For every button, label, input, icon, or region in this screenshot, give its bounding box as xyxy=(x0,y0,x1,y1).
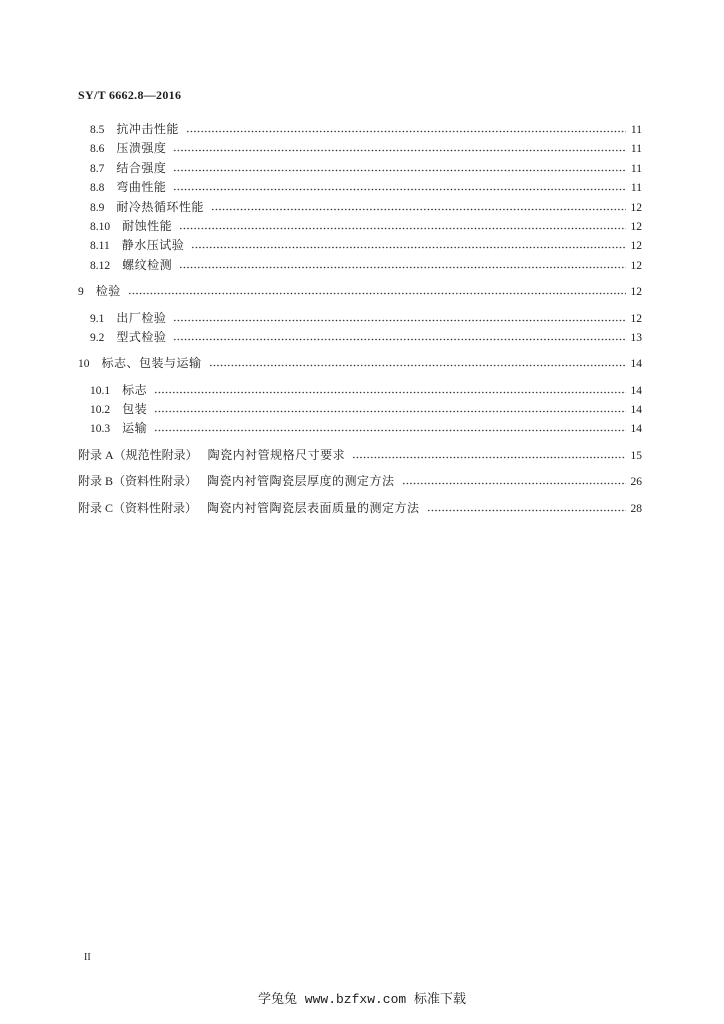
toc-entry-page: 13 xyxy=(630,331,642,344)
toc-entry-page: 14 xyxy=(630,404,642,417)
toc-entry-10-3 xyxy=(78,419,642,438)
toc-entry-number: 8.12 xyxy=(90,259,111,272)
toc-entry-number: 8.7 xyxy=(90,162,105,175)
toc-entry-8-9 xyxy=(78,198,642,217)
toc-entry-page: 12 xyxy=(630,201,642,214)
toc-appendix-label: 附录 B（资料性附录） xyxy=(78,474,198,489)
toc-entry-page: 11 xyxy=(630,143,642,156)
toc-entry-9 xyxy=(78,282,642,301)
toc-entry-10-2 xyxy=(78,400,642,419)
toc-entry-8-12 xyxy=(78,256,642,275)
toc-entry-number: 8.6 xyxy=(90,143,105,156)
toc-entry-8-11 xyxy=(78,236,642,255)
toc-entry-page: 12 xyxy=(630,240,642,253)
toc-entry-number: 8.8 xyxy=(90,182,105,195)
toc-entry-number: 9.1 xyxy=(90,312,105,325)
toc-entry-page: 11 xyxy=(630,182,642,195)
toc-entry-page: 11 xyxy=(630,162,642,175)
toc-entry-appendix-b xyxy=(78,472,642,491)
toc-entry-8-5 xyxy=(78,120,642,139)
toc-entry-title: 运输 xyxy=(122,421,148,436)
dot-leader xyxy=(402,472,626,491)
dot-leader xyxy=(154,400,626,419)
toc-entry-number: 10.3 xyxy=(90,423,111,436)
toc-entry-page: 14 xyxy=(630,423,642,436)
toc-entry-title: 陶瓷内衬管陶瓷层表面质量的测定方法 xyxy=(207,500,420,515)
dot-leader xyxy=(154,419,626,438)
toc-entry-number: 10 xyxy=(78,358,90,371)
toc-entry-number: 10.2 xyxy=(90,404,111,417)
toc-entry-page: 12 xyxy=(630,220,642,233)
toc-entry-title: 弯曲性能 xyxy=(116,180,167,195)
dot-leader xyxy=(186,120,626,139)
toc-entry-10 xyxy=(78,354,642,373)
toc-entry-page: 14 xyxy=(630,358,642,371)
toc-entry-page: 15 xyxy=(630,449,642,462)
toc-entry-title: 标志 xyxy=(122,382,148,397)
toc-entry-8-7 xyxy=(78,159,642,178)
toc-entry-page: 26 xyxy=(630,476,642,489)
toc-entry-title: 陶瓷内衬管陶瓷层厚度的测定方法 xyxy=(207,474,395,489)
source-watermark-footer: 学兔兔 www.bzfxw.com 标准下载 xyxy=(257,992,467,1007)
toc-entry-title: 出厂检验 xyxy=(116,310,167,325)
toc-entry-title: 检验 xyxy=(95,284,121,299)
toc-entry-9-2 xyxy=(78,328,642,347)
dot-leader xyxy=(173,309,626,328)
toc-entry-appendix-c xyxy=(78,499,642,518)
table-of-contents xyxy=(78,120,642,518)
toc-appendix-label: 附录 A（规范性附录） xyxy=(78,447,198,462)
dot-leader xyxy=(173,159,626,178)
toc-entry-number: 8.5 xyxy=(90,124,105,136)
toc-entry-title: 型式检验 xyxy=(116,329,167,344)
toc-entry-number: 8.11 xyxy=(90,240,110,253)
toc-entry-title: 标志、包装与运输 xyxy=(101,356,202,371)
toc-entry-8-8 xyxy=(78,178,642,197)
toc-entry-title: 结合强度 xyxy=(116,160,167,175)
toc-entry-number: 9 xyxy=(78,286,84,299)
dot-leader xyxy=(173,139,626,158)
toc-entry-8-10 xyxy=(78,217,642,236)
toc-entry-page: 12 xyxy=(630,312,642,325)
dot-leader xyxy=(179,256,626,275)
toc-entry-title: 陶瓷内衬管规格尺寸要求 xyxy=(207,447,346,462)
toc-entry-number: 8.9 xyxy=(90,201,105,214)
dot-leader xyxy=(191,236,626,255)
dot-leader xyxy=(352,446,626,465)
toc-entry-appendix-a xyxy=(78,446,642,465)
toc-entry-title: 包装 xyxy=(122,402,148,417)
toc-entry-page: 12 xyxy=(630,259,642,272)
toc-entry-number: 9.2 xyxy=(90,331,105,344)
toc-entry-9-1 xyxy=(78,309,642,328)
toc-entry-title: 耐冷热循环性能 xyxy=(116,199,204,214)
toc-entry-page: 11 xyxy=(630,124,642,136)
dot-leader xyxy=(427,499,626,518)
toc-entry-number: 10.1 xyxy=(90,384,111,397)
toc-entry-8-6 xyxy=(78,139,642,158)
page-number: II xyxy=(84,952,91,963)
toc-entry-title: 耐蚀性能 xyxy=(122,218,173,233)
dot-leader xyxy=(128,282,626,301)
dot-leader xyxy=(209,354,626,373)
toc-entry-number: 8.10 xyxy=(90,220,111,233)
toc-entry-title: 静水压试验 xyxy=(121,238,185,253)
toc-entry-page: 28 xyxy=(630,502,642,515)
dot-leader xyxy=(211,198,626,217)
toc-entry-title: 压溃强度 xyxy=(116,141,167,156)
toc-entry-page: 14 xyxy=(630,384,642,397)
toc-entry-10-1 xyxy=(78,381,642,400)
toc-entry-page: 12 xyxy=(630,286,642,299)
dot-leader xyxy=(154,381,626,400)
dot-leader xyxy=(179,217,626,236)
toc-entry-title: 螺纹检测 xyxy=(122,257,173,272)
dot-leader xyxy=(173,328,626,347)
standard-code-header: SY/T 6662.8—2016 xyxy=(78,88,182,102)
toc-entry-title: 抗冲击性能 xyxy=(116,122,179,136)
dot-leader xyxy=(173,178,626,197)
toc-appendix-label: 附录 C（资料性附录） xyxy=(78,500,198,515)
